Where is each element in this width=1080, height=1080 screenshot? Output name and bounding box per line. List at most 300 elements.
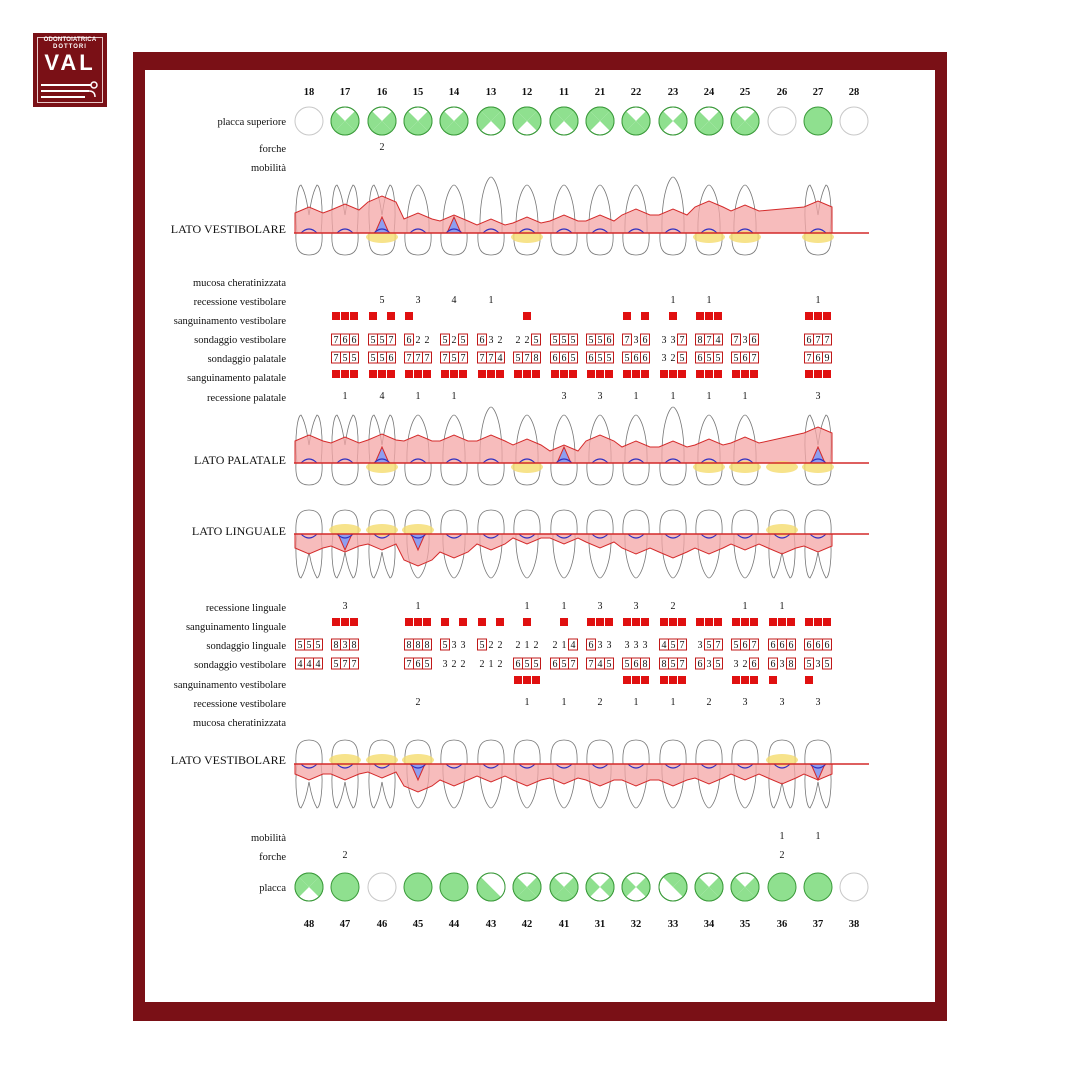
bleeding-mark <box>441 370 449 378</box>
probing-digit: 6 <box>815 353 821 364</box>
probing-digit: 5 <box>670 659 676 670</box>
bleeding-mark <box>423 370 431 378</box>
row-label: sanguinamento vestibolare <box>173 680 286 691</box>
recession-value: 1 <box>524 601 530 612</box>
plaque-upper-25 <box>731 107 759 135</box>
probing-digit: 8 <box>415 640 421 651</box>
probing-digit: 5 <box>533 659 539 670</box>
bleeding-mark <box>414 370 422 378</box>
probing-digit: 2 <box>479 659 485 670</box>
recession-value: 1 <box>670 391 676 402</box>
bleeding-mark <box>496 618 504 626</box>
probing-digit: 8 <box>533 353 539 364</box>
bleeding-mark <box>805 370 813 378</box>
plaque-lower-41 <box>550 873 578 901</box>
upper-palatal-diagram <box>294 407 869 485</box>
recession-value: 1 <box>779 601 785 612</box>
bleeding-mark <box>823 370 831 378</box>
probing-digit: 3 <box>706 659 712 670</box>
plaque-lower-35 <box>731 873 759 901</box>
probing-digit: 2 <box>497 640 503 651</box>
bleeding-mark <box>732 618 740 626</box>
recession-value: 1 <box>451 391 457 402</box>
probing-digit: 5 <box>561 335 567 346</box>
bleeding-mark <box>387 370 395 378</box>
probing-digit: 1 <box>524 640 530 651</box>
probing-digit: 4 <box>315 659 321 670</box>
recession-value: 1 <box>633 391 639 402</box>
probing-digit: 6 <box>406 335 412 346</box>
probing-digit: 7 <box>524 353 530 364</box>
probing-digit: 5 <box>606 659 612 670</box>
plaque-lower-46 <box>368 873 396 901</box>
probing-digit: 5 <box>597 335 603 346</box>
bleeding-mark <box>450 370 458 378</box>
bleeding-mark <box>641 370 649 378</box>
probing-digit: 7 <box>588 659 594 670</box>
probing-digit: 6 <box>806 640 812 651</box>
probing-digit: 5 <box>451 353 457 364</box>
row-label: LATO VESTIBOLARE <box>170 753 286 767</box>
row-label: LATO VESTIBOLARE <box>170 222 286 236</box>
bleeding-mark <box>523 312 531 320</box>
mobility-value: 1 <box>779 831 785 842</box>
probing-digit: 7 <box>333 353 339 364</box>
bleeding-mark <box>669 312 677 320</box>
probing-digit: 6 <box>561 353 567 364</box>
bleeding-mark <box>660 370 668 378</box>
recession-value: 1 <box>706 391 712 402</box>
plaque-upper-26 <box>768 107 796 135</box>
bleeding-mark <box>814 618 822 626</box>
upper-vestibular-diagram <box>294 177 869 255</box>
probing-digit: 5 <box>606 353 612 364</box>
bleeding-mark <box>805 312 813 320</box>
bleeding-mark <box>632 676 640 684</box>
bleeding-mark <box>587 618 595 626</box>
bleeding-mark <box>714 312 722 320</box>
probing-digit: 3 <box>606 640 612 651</box>
probing-digit: 7 <box>479 353 485 364</box>
probing-digit: 7 <box>815 335 821 346</box>
recession-value: 1 <box>561 601 567 612</box>
probing-digit: 4 <box>597 659 603 670</box>
forche-value: 2 <box>342 850 348 861</box>
plaque-upper-27 <box>804 107 832 135</box>
recession-value: 3 <box>342 601 348 612</box>
probing-digit: 5 <box>570 335 576 346</box>
row-label: sanguinamento palatale <box>187 373 286 384</box>
row-label: forche <box>259 852 286 863</box>
probing-digit: 3 <box>451 640 457 651</box>
bleeding-mark <box>523 618 531 626</box>
bleeding-mark <box>741 618 749 626</box>
tooth-number: 48 <box>303 919 315 930</box>
row-label: sondaggio palatale <box>207 354 286 365</box>
bleeding-mark <box>414 618 422 626</box>
tooth-number: 36 <box>776 919 788 930</box>
bleeding-mark <box>669 618 677 626</box>
probing-digit: 6 <box>552 659 558 670</box>
probing-digit: 5 <box>333 659 339 670</box>
bleeding-mark <box>641 676 649 684</box>
tooth-number: 47 <box>339 919 351 930</box>
bleeding-mark <box>696 370 704 378</box>
probing-digit: 3 <box>460 640 466 651</box>
probing-digit: 2 <box>533 640 539 651</box>
probing-digit: 5 <box>442 335 448 346</box>
tooth-number: 35 <box>739 919 751 930</box>
probing-digit: 5 <box>424 659 430 670</box>
probing-digit: 3 <box>670 335 676 346</box>
probing-digit: 5 <box>624 353 630 364</box>
probing-digit: 4 <box>306 659 312 670</box>
probing-digit: 5 <box>597 353 603 364</box>
probing-digit: 3 <box>697 640 703 651</box>
bleeding-mark <box>741 370 749 378</box>
bleeding-mark <box>705 618 713 626</box>
probing-digit: 7 <box>751 353 757 364</box>
probing-digit: 5 <box>588 335 594 346</box>
probing-digit: 6 <box>606 335 612 346</box>
logo-line3: VAL <box>44 50 96 75</box>
probing-digit: 6 <box>588 640 594 651</box>
recession-value: 1 <box>415 601 421 612</box>
tooth-number: 32 <box>630 919 642 930</box>
probing-digit: 3 <box>642 640 648 651</box>
tooth-number: 12 <box>521 87 533 98</box>
recession-value: 3 <box>561 391 567 402</box>
bleeding-mark <box>341 618 349 626</box>
bleeding-mark <box>705 370 713 378</box>
bleeding-mark <box>641 312 649 320</box>
probing-digit: 5 <box>524 659 530 670</box>
bleeding-mark <box>696 618 704 626</box>
probing-digit: 7 <box>442 353 448 364</box>
tooth-number: 46 <box>376 919 388 930</box>
row-label: recessione palatale <box>207 393 286 404</box>
probing-digit: 5 <box>351 353 357 364</box>
bleeding-mark <box>369 370 377 378</box>
row-label: LATO PALATALE <box>193 453 286 467</box>
bleeding-mark <box>532 676 540 684</box>
bleeding-mark <box>496 370 504 378</box>
probing-digit: 5 <box>824 659 830 670</box>
bleeding-mark <box>332 312 340 320</box>
bleeding-mark <box>514 370 522 378</box>
tooth-number: 11 <box>559 87 569 98</box>
tooth-number: 45 <box>412 919 424 930</box>
probing-digit: 1 <box>488 659 494 670</box>
row-label: mucosa cheratinizzata <box>193 718 286 729</box>
recession-value: 3 <box>742 697 748 708</box>
probing-digit: 8 <box>351 640 357 651</box>
probing-digit: 6 <box>751 335 757 346</box>
probing-digit: 7 <box>415 353 421 364</box>
bleeding-mark <box>341 312 349 320</box>
probing-digit: 7 <box>706 335 712 346</box>
bleeding-mark <box>459 370 467 378</box>
probing-digit: 7 <box>733 335 739 346</box>
bleeding-mark <box>750 370 758 378</box>
recession-value: 5 <box>379 295 385 306</box>
row-label: sondaggio vestibolare <box>194 660 286 671</box>
bleeding-mark <box>623 312 631 320</box>
probing-digit: 5 <box>670 640 676 651</box>
tooth-number: 44 <box>448 919 460 930</box>
row-label: mucosa cheratinizzata <box>193 278 286 289</box>
bleeding-mark <box>596 370 604 378</box>
plaque-upper-11 <box>550 107 578 135</box>
row-label: mobilità <box>251 833 286 844</box>
probing-digit: 5 <box>706 640 712 651</box>
plaque-lower-48 <box>295 873 323 901</box>
bleeding-mark <box>332 618 340 626</box>
probing-digit: 7 <box>406 659 412 670</box>
bleeding-mark <box>532 370 540 378</box>
probing-digit: 7 <box>751 640 757 651</box>
bleeding-mark <box>560 370 568 378</box>
plaque-upper-24 <box>695 107 723 135</box>
probing-digit: 7 <box>333 335 339 346</box>
bleeding-mark <box>350 618 358 626</box>
bleeding-mark <box>750 618 758 626</box>
recession-value: 1 <box>742 391 748 402</box>
bleeding-mark <box>514 676 522 684</box>
probing-digit: 5 <box>297 640 303 651</box>
bleeding-mark <box>814 312 822 320</box>
recession-value: 3 <box>633 601 639 612</box>
plaque-upper-16 <box>368 107 396 135</box>
probing-digit: 2 <box>451 659 457 670</box>
row-label: mobilità <box>251 163 286 174</box>
probing-digit: 6 <box>770 659 776 670</box>
bleeding-mark <box>596 618 604 626</box>
probing-digit: 2 <box>515 335 521 346</box>
probing-digit: 6 <box>779 640 785 651</box>
bleeding-mark <box>623 618 631 626</box>
bleeding-mark <box>405 618 413 626</box>
plaque-lower-37 <box>804 873 832 901</box>
probing-digit: 5 <box>706 353 712 364</box>
bleeding-mark <box>769 618 777 626</box>
probing-digit: 3 <box>779 659 785 670</box>
lower-lingual-diagram <box>294 510 869 578</box>
row-label: recessione vestibolare <box>193 699 286 710</box>
probing-digit: 7 <box>679 640 685 651</box>
probing-digit: 6 <box>415 659 421 670</box>
probing-digit: 3 <box>442 659 448 670</box>
probing-digit: 8 <box>697 335 703 346</box>
tooth-number: 24 <box>703 87 715 98</box>
bleeding-mark <box>714 618 722 626</box>
bleeding-mark <box>332 370 340 378</box>
probing-digit: 7 <box>351 659 357 670</box>
recession-value: 2 <box>415 697 421 708</box>
plaque-lower-36 <box>768 873 796 901</box>
probing-digit: 2 <box>497 659 503 670</box>
tooth-number: 17 <box>339 87 351 98</box>
bleeding-mark <box>632 370 640 378</box>
probing-digit: 6 <box>388 353 394 364</box>
tooth-number: 27 <box>812 87 824 98</box>
bleeding-mark <box>605 618 613 626</box>
probing-digit: 5 <box>370 335 376 346</box>
recession-value: 3 <box>415 295 421 306</box>
probing-digit: 1 <box>561 640 567 651</box>
probing-digit: 3 <box>661 335 667 346</box>
plaque-lower-31 <box>586 873 614 901</box>
tooth-number: 15 <box>412 87 424 98</box>
plaque-lower-34 <box>695 873 723 901</box>
tooth-number: 23 <box>667 87 679 98</box>
bleeding-mark <box>569 370 577 378</box>
probing-digit: 5 <box>370 353 376 364</box>
probing-digit: 4 <box>661 640 667 651</box>
recession-value: 4 <box>451 295 457 306</box>
recession-value: 1 <box>815 295 821 306</box>
probing-digit: 5 <box>442 640 448 651</box>
bleeding-mark <box>778 618 786 626</box>
probing-digit: 5 <box>460 335 466 346</box>
bleeding-mark <box>805 676 813 684</box>
probing-digit: 4 <box>497 353 503 364</box>
recession-value: 1 <box>633 697 639 708</box>
recession-value: 4 <box>379 391 385 402</box>
probing-digit: 5 <box>733 640 739 651</box>
tooth-number: 41 <box>558 919 570 930</box>
bleeding-mark <box>823 312 831 320</box>
probing-digit: 6 <box>751 659 757 670</box>
recession-value: 1 <box>342 391 348 402</box>
probing-digit: 6 <box>697 353 703 364</box>
recession-value: 1 <box>670 697 676 708</box>
probing-digit: 6 <box>642 353 648 364</box>
probing-digit: 6 <box>351 335 357 346</box>
probing-digit: 6 <box>742 353 748 364</box>
probing-digit: 8 <box>642 659 648 670</box>
probing-digit: 8 <box>661 659 667 670</box>
recession-value: 3 <box>779 697 785 708</box>
probing-digit: 7 <box>406 353 412 364</box>
tooth-number: 28 <box>848 87 860 98</box>
row-label: sanguinamento vestibolare <box>173 316 286 327</box>
bleeding-mark <box>741 676 749 684</box>
probing-digit: 2 <box>488 640 494 651</box>
probing-digit: 6 <box>342 335 348 346</box>
probing-digit: 7 <box>460 353 466 364</box>
probing-digit: 2 <box>451 335 457 346</box>
recession-value: 3 <box>597 391 603 402</box>
tooth-number: 26 <box>776 87 788 98</box>
bleeding-mark <box>459 618 467 626</box>
probing-digit: 5 <box>379 353 385 364</box>
probing-digit: 3 <box>624 640 630 651</box>
probing-digit: 7 <box>679 335 685 346</box>
probing-digit: 4 <box>297 659 303 670</box>
probing-digit: 6 <box>588 353 594 364</box>
bleeding-mark <box>423 618 431 626</box>
recession-value: 1 <box>524 697 530 708</box>
tooth-number: 42 <box>521 919 533 930</box>
probing-digit: 5 <box>533 335 539 346</box>
plaque-upper-12 <box>513 107 541 135</box>
bleeding-mark <box>341 370 349 378</box>
bleeding-mark <box>387 312 395 320</box>
probing-digit: 8 <box>406 640 412 651</box>
probing-digit: 3 <box>733 659 739 670</box>
bleeding-mark <box>478 618 486 626</box>
bleeding-mark <box>750 676 758 684</box>
tooth-number: 37 <box>812 919 824 930</box>
recession-value: 2 <box>670 601 676 612</box>
probing-digit: 4 <box>570 640 576 651</box>
row-label: sondaggio vestibolare <box>194 335 286 346</box>
tooth-number: 25 <box>739 87 751 98</box>
probing-digit: 2 <box>515 640 521 651</box>
bleeding-mark <box>678 618 686 626</box>
bleeding-mark <box>478 370 486 378</box>
row-label: placca superiore <box>217 117 286 128</box>
plaque-lower-32 <box>622 873 650 901</box>
plaque-lower-42 <box>513 873 541 901</box>
tooth-number: 18 <box>303 87 315 98</box>
probing-digit: 6 <box>633 659 639 670</box>
plaque-lower-44 <box>440 873 468 901</box>
bleeding-mark <box>350 370 358 378</box>
bleeding-mark <box>769 676 777 684</box>
row-label: sanguinamento linguale <box>185 622 286 633</box>
tooth-number: 21 <box>594 87 606 98</box>
probing-digit: 7 <box>806 353 812 364</box>
recession-value: 1 <box>561 697 567 708</box>
probing-digit: 3 <box>633 640 639 651</box>
probing-digit: 5 <box>806 659 812 670</box>
lower-vestibular-diagram <box>294 740 869 808</box>
probing-digit: 3 <box>815 659 821 670</box>
probing-digit: 5 <box>715 353 721 364</box>
probing-digit: 7 <box>715 640 721 651</box>
row-label: recessione vestibolare <box>193 297 286 308</box>
probing-digit: 5 <box>306 640 312 651</box>
recession-value: 1 <box>706 295 712 306</box>
row-label: placca <box>259 883 286 894</box>
bleeding-mark <box>350 312 358 320</box>
row-label: recessione linguale <box>205 603 286 614</box>
tooth-number: 22 <box>630 87 642 98</box>
probing-digit: 2 <box>497 335 503 346</box>
probing-digit: 6 <box>788 640 794 651</box>
plaque-upper-23 <box>659 107 687 135</box>
probing-digit: 5 <box>552 335 558 346</box>
recession-value: 1 <box>742 601 748 612</box>
bleeding-mark <box>805 618 813 626</box>
probing-digit: 3 <box>342 640 348 651</box>
probing-digit: 3 <box>488 335 494 346</box>
probing-digit: 5 <box>379 335 385 346</box>
probing-digit: 5 <box>479 640 485 651</box>
tooth-number: 14 <box>448 87 460 98</box>
probing-digit: 2 <box>552 640 558 651</box>
bleeding-mark <box>623 370 631 378</box>
probing-digit: 7 <box>424 353 430 364</box>
probing-digit: 2 <box>460 659 466 670</box>
bleeding-mark <box>696 312 704 320</box>
bleeding-mark <box>678 676 686 684</box>
probing-digit: 5 <box>624 659 630 670</box>
probing-digit: 8 <box>424 640 430 651</box>
row-label: forche <box>259 144 286 155</box>
